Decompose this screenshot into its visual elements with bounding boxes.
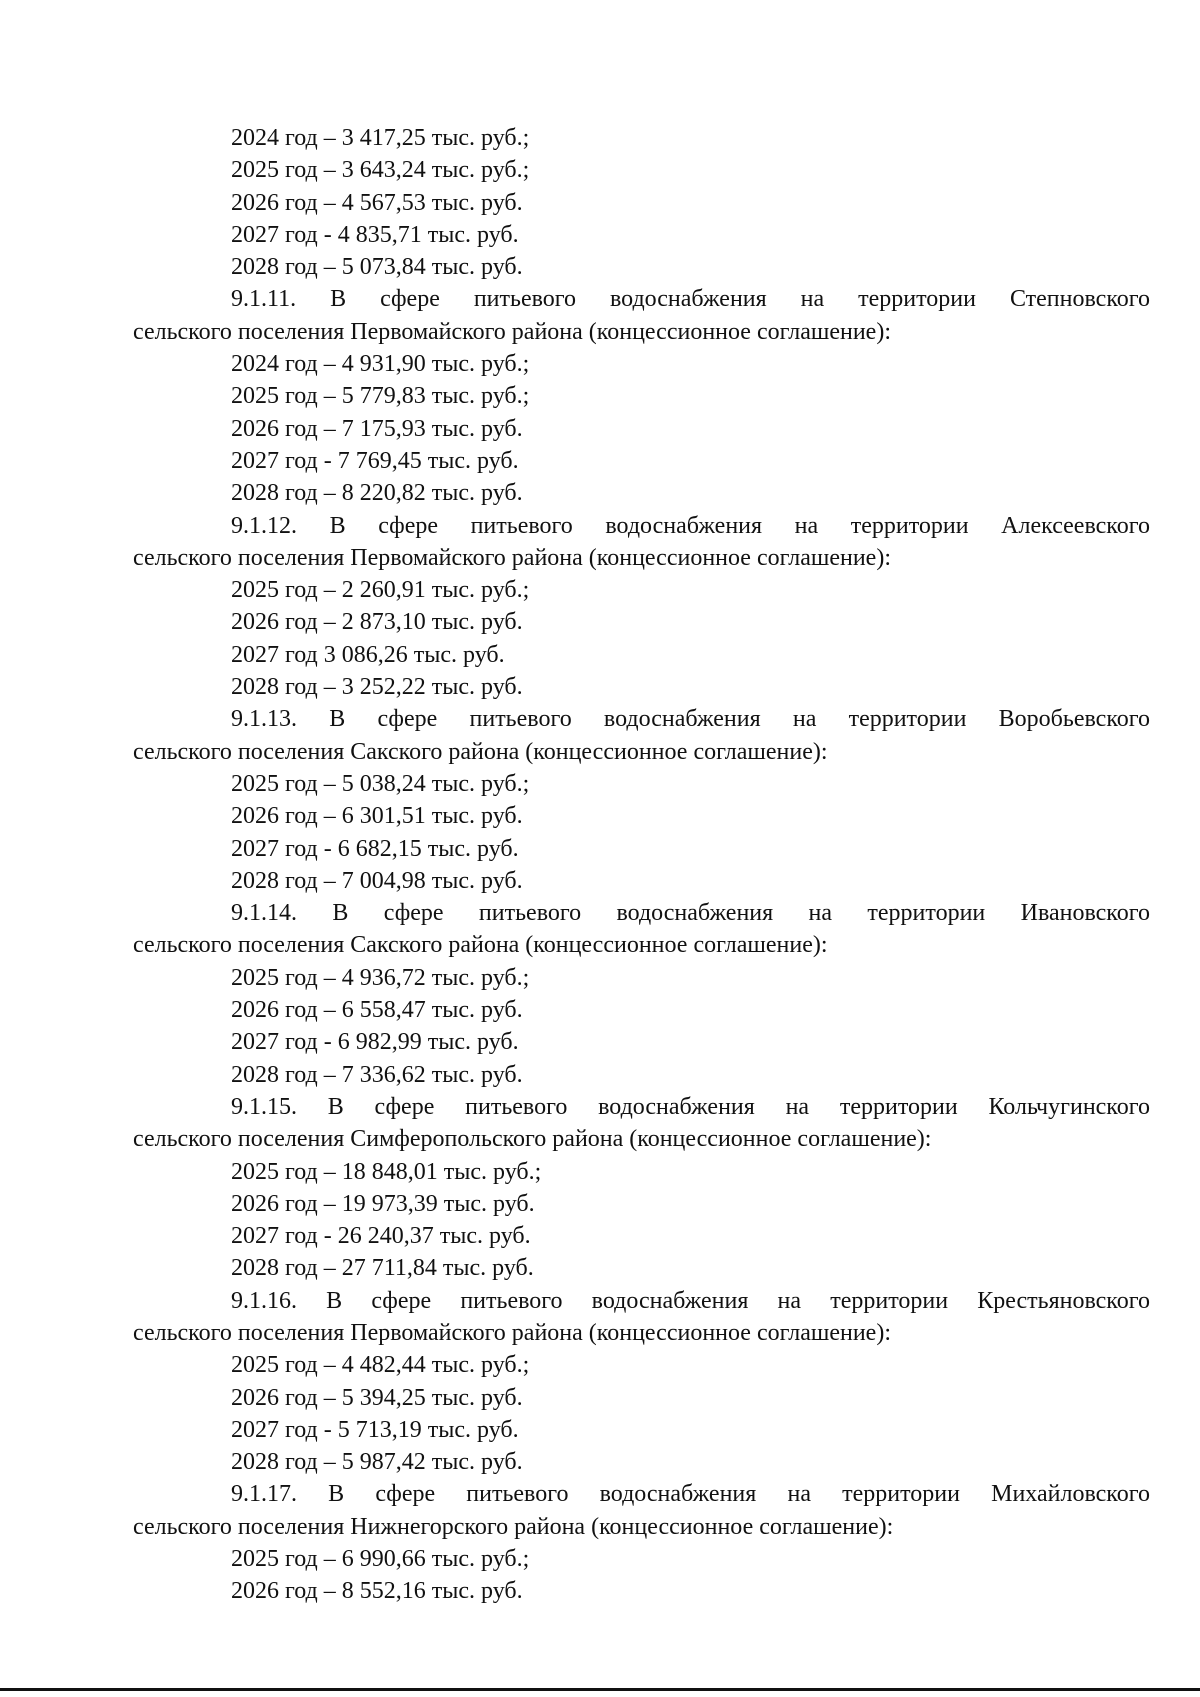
section-heading-continuation: сельского поселения Нижнегорского района (концессионное соглашение): [133,1513,894,1540]
section-heading: 9.1.17. В сфере питьевого водоснабжения на территории Михайловского [231,1481,1150,1508]
list-item: 2027 год - 5 713,19 тыс. руб. [231,1416,519,1443]
list-item: 2025 год – 3 643,24 тыс. руб.; [231,157,530,184]
section-heading-continuation: сельского поселения Первомайского района (концессионное соглашение): [133,318,891,345]
list-item: 2028 год – 8 220,82 тыс. руб. [231,480,523,507]
list-item: 2027 год - 6 682,15 тыс. руб. [231,835,519,862]
document-body [133,122,1150,1608]
section-9-1-15 [133,1091,1150,1285]
list-item: 2028 год – 5 987,42 тыс. руб. [231,1449,523,1476]
list-item: 2025 год – 4 482,44 тыс. руб.; [231,1352,530,1379]
section-9-1-16 [133,1285,1150,1479]
section-heading: 9.1.15. В сфере питьевого водоснабжения на территории Кольчугинского [231,1093,1150,1120]
list-item: 2026 год – 4 567,53 тыс. руб. [231,189,523,216]
section-heading: 9.1.11. В сфере питьевого водоснабжения на территории Степновского [231,286,1150,313]
list-item: 2025 год – 5 038,24 тыс. руб.; [231,770,530,797]
list-item: 2027 год - 26 240,37 тыс. руб. [231,1223,531,1250]
list-item: 2025 год – 6 990,66 тыс. руб.; [231,1546,530,1573]
list-item: 2025 год – 4 936,72 тыс. руб.; [231,964,530,991]
list-item: 2027 год - 4 835,71 тыс. руб. [231,221,519,248]
list-item: 2028 год – 3 252,22 тыс. руб. [231,674,523,701]
list-item: 2028 год – 27 711,84 тыс. руб. [231,1255,534,1282]
section-heading-continuation: сельского поселения Сакского района (концессионное соглашение): [133,932,828,959]
section-heading-continuation: сельского поселения Симферопольского района (концессионное соглашение): [133,1126,932,1153]
list-item: 2027 год - 6 982,99 тыс. руб. [231,1029,519,1056]
list-item: 2025 год – 5 779,83 тыс. руб.; [231,383,530,410]
section-9-1-14 [133,897,1150,1091]
list-item: 2026 год – 7 175,93 тыс. руб. [231,415,523,442]
list-item: 2028 год – 5 073,84 тыс. руб. [231,254,523,281]
section-9-1-17 [133,1478,1150,1607]
list-item: 2026 год – 6 301,51 тыс. руб. [231,803,523,830]
list-item: 2026 год – 19 973,39 тыс. руб. [231,1190,535,1217]
list-item: 2027 год 3 086,26 тыс. руб. [231,641,505,668]
list-item: 2026 год – 8 552,16 тыс. руб. [231,1578,523,1605]
section-heading-continuation: сельского поселения Первомайского района (концессионное соглашение): [133,1319,891,1346]
list-item: 2026 год – 2 873,10 тыс. руб. [231,609,523,636]
intro-items [133,122,1150,283]
list-item: 2026 год – 6 558,47 тыс. руб. [231,997,523,1024]
list-item: 2028 год – 7 004,98 тыс. руб. [231,867,523,894]
section-heading-continuation: сельского поселения Сакского района (концессионное соглашение): [133,738,828,765]
list-item: 2024 год – 3 417,25 тыс. руб.; [231,125,530,151]
list-item: 2028 год – 7 336,62 тыс. руб. [231,1061,523,1088]
list-item: 2025 год – 18 848,01 тыс. руб.; [231,1158,542,1185]
section-heading: 9.1.13. В сфере питьевого водоснабжения на территории Воробьевского [231,706,1150,733]
list-item: 2025 год – 2 260,91 тыс. руб.; [231,577,530,604]
section-9-1-11 [133,283,1150,509]
section-9-1-13 [133,703,1150,897]
section-heading: 9.1.12. В сфере питьевого водоснабжения на территории Алексеевского [231,512,1150,539]
section-9-1-12 [133,510,1150,704]
section-heading-continuation: сельского поселения Первомайского района (концессионное соглашение): [133,544,891,571]
list-item: 2026 год – 5 394,25 тыс. руб. [231,1384,523,1411]
section-heading: 9.1.16. В сфере питьевого водоснабжения на территории Крестьяновского [231,1287,1150,1314]
page-bottom-rule [0,1688,1200,1691]
section-heading: 9.1.14. В сфере питьевого водоснабжения на территории Ивановского [231,900,1150,927]
list-item: 2027 год - 7 769,45 тыс. руб. [231,447,519,474]
list-item: 2024 год – 4 931,90 тыс. руб.; [231,351,530,378]
